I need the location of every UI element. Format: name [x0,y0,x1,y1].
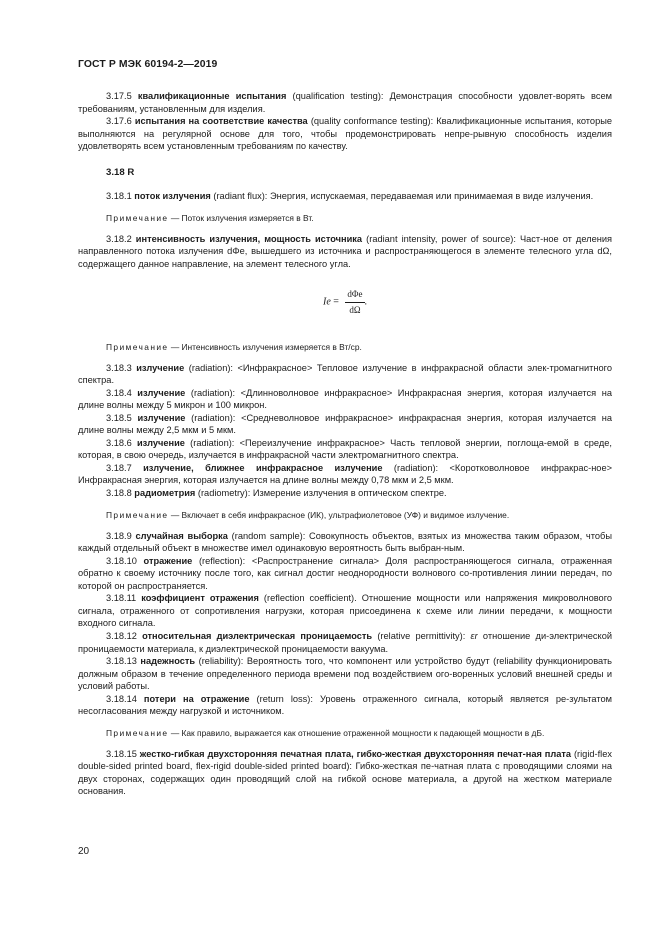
clause-3-18-5: 3.18.5 излучение (radiation): <Средневолновое инфракрасное> инфракрасная энергия, которая излучается на длине волны между 2,5 мкм и 5 мкм. [78,412,613,436]
note-label: Примечание [106,212,169,223]
term: потери на отражение [143,693,250,704]
section-heading-3-18: 3.18 R [106,166,135,178]
clause-3-18-6: 3.18.6 излучение (radiation): <Переизлучение инфракрасное> Часть тепловой энергии, поглоща-емой в среде, которая, в свою очередь, излучается в инфракрасной части электромагнитного спектра. [78,437,612,461]
document-header: ГОСТ Р МЭК 60194-2—2019 [78,59,218,70]
note-4: Примечание — Как правило, выражается как отношение отраженной мощности к падающей мощности в дБ. [106,727,545,738]
formula-denominator: dΩ [349,305,361,316]
clause-3-18-14: 3.18.14 потери на отражение (return loss): Уровень отраженного сигнала, который является ре-зультатом несогласования между нагрузкой и источником. [78,693,612,717]
clause-3-18-2: 3.18.2 интенсивность излучения, мощность источника (radiant intensity, power of source): Част-ное от деления направленного потока излучения dΦe, вышедшего из источника и распространяющегося в элементе телесного угла dΩ, содержащего данное направление, на элемент телесного угла. [78,233,612,269]
page-number: 20 [78,846,90,857]
clause-3-18-4: 3.18.4 излучение (radiation): <Длинноволновое инфракрасное> Инфракрасная энергия, которая излучается на длине волны между 5 микрон и 100 микрон. [78,387,612,411]
clause-3-18-11: 3.18.11 коэффициент отражения (reflection coefficient). Отношение мощности или напряжения микроволнового сигнала, отраженного от сопротивления нагрузки, которая присоединена к схеме или линии передачи, к мощности входного сигнала. [78,593,613,629]
note-2: Примечание — Интенсивность излучения измеряется в Вт/ср. [106,341,362,352]
term: излучение, ближнее инфракрасное излучение [143,462,383,473]
clause-3-18-9: 3.18.9 случайная выборка (random sample): Совокупность объектов, взятых из множества таким образом, чтобы каждый отдельный объект в множестве имел одинаковую вероятность быть выбран-ным. [78,530,612,554]
term: излучение [137,412,186,423]
formula-end: . [364,296,367,308]
document-body [78,90,612,798]
note-1: Примечание — Поток излучения измеряется в Вт. [106,212,314,223]
note-3: Примечание — Включает в себя инфракрасное (ИК), ультрафиолетовое (УФ) и видимое излучение. [106,509,510,520]
term: коэффициент отражения [141,593,259,604]
clause-3-18-8: 3.18.8 радиометрия (radiometry): Измерение излучения в оптическом спектре. [106,488,447,499]
term: излучение [136,437,185,448]
term: поток излучения [134,191,211,202]
note-label: Примечание [106,341,169,352]
term: излучение [136,362,185,373]
clause-3-18-3: 3.18.3 излучение (radiation): <Инфракрасное> Тепловое излучение в инфракрасной области элек-тромагнитного спектра. [78,362,612,386]
clause-3-18-10: 3.18.10 отражение (reflection): <Распространение сигнала> Доля распространяющегося сигнала, отраженная обратно к своему источнику после того, как сигнал достиг неоднородности волнового со-противления линии передач, по которой он распространяется. [78,555,613,591]
term: отражение [143,555,193,566]
term: случайная выборка [135,530,228,541]
clause-3-18-12: 3.18.12 относительная диэлектрическая проницаемость (relative permittivity): εr отношение ди-электрической проницаемости материала, к диэлектрической проницаемости вакуума. [78,630,612,654]
clause-3-18-13: 3.18.13 надежность (reliability): Вероятность того, что компонент или устройство будут (reliability функционировать должным образом в течение определенного периода времени под воздействием ого-воренных условий внешней среды и условий работы. [78,656,612,692]
note-label: Примечание [106,727,169,738]
permittivity-symbol: εr [470,630,478,641]
term: испытания на соответствие качества [134,116,308,127]
formula-fraction [345,288,364,316]
term: квалификационные испытания [137,91,287,101]
term: относительная диэлектрическая проницаемость [142,630,373,641]
note-label: Примечание [106,509,169,520]
clause-3-18-1: 3.18.1 поток излучения (radiant flux): Энергия, испускаемая, передаваемая или принимаемая в виде излучения. [106,191,594,202]
term: жестко-гибкая двухсторонняя печатная плата, гибко-жесткая двухсторонняя печат-ная плата [139,748,572,759]
formula-equals: = [333,296,339,308]
term: излучение [137,387,186,398]
clause-3-17-5: 3.17.5 квалификационные испытания (qualification testing): Демонстрация способности удовлет-ворять всем требованиям, установленным для изделия. [78,91,612,114]
term: надежность [140,656,196,667]
formula-numerator: dΦe [345,288,364,303]
term: радиометрия [134,488,196,499]
clause-3-17-6: 3.17.6 испытания на соответствие качества (quality conformance testing): Квалификационные испытания, которые выполняются на регулярной основе для того, чтобы продемонстрировать непре-рывную способность изделия удовлетворять всем установленным требованиям по качеству. [78,116,613,152]
formula-radiant-intensity [78,288,612,316]
clause-3-18-7: 3.18.7 излучение, ближнее инфракрасное излучение (radiation): <Коротковолновое инфракрас-ное> Инфракрасная энергия, которая излучается на длине волны между 0,78 мкм и 2,5 мкм. [78,462,612,486]
formula-lhs: Ie [323,296,331,308]
term: интенсивность излучения, мощность источника [135,233,363,244]
clause-3-18-15: 3.18.15 жестко-гибкая двухсторонняя печатная плата, гибко-жесткая двухсторонняя печат-ная плата (rigid-flex double-sided printed board, flex-rigid double-sided printed board): Гибко-жесткая пе-чатная плата с проводящими слоями на двух сторонах, содержащих один проводящий слой на гибкой основе материала, а другой на жестком материале основания. [78,748,612,797]
